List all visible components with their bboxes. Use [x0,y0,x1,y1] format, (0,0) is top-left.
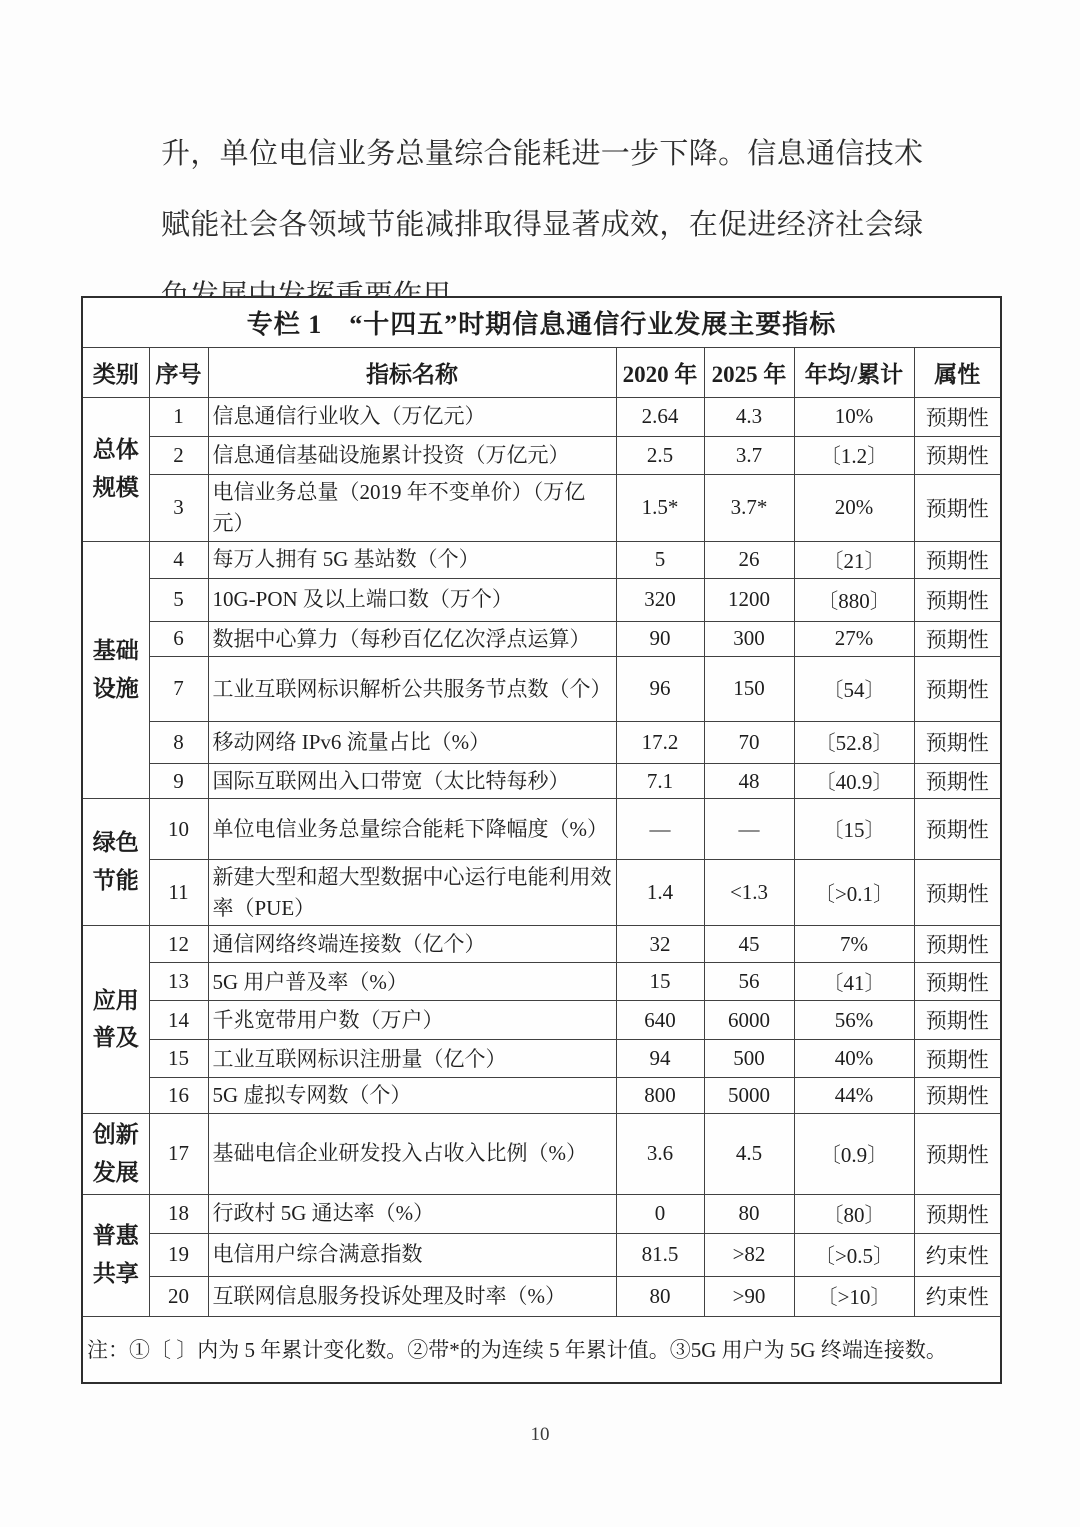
cell-attribute: 预期性 [914,799,1001,860]
table-row [82,1233,1001,1276]
cell-2020: 17.2 [616,721,704,763]
cell-attribute: 预期性 [914,860,1001,926]
cell-2025: 300 [704,621,794,656]
cell-indicator-name: 单位电信业务总量综合能耗下降幅度（%） [208,799,616,860]
cell-2025: 80 [704,1194,794,1233]
cell-attribute: 预期性 [914,621,1001,656]
cell-2025: 5000 [704,1078,794,1113]
cell-avg-cumulative: 〔80〕 [794,1194,914,1233]
column-header-attribute: 属性 [914,347,1001,397]
cell-attribute: 预期性 [914,578,1001,621]
cell-avg-cumulative: 〔>0.1〕 [794,860,914,926]
cell-2025: 500 [704,1040,794,1078]
cell-2025: >82 [704,1233,794,1276]
cell-index: 13 [149,963,208,1001]
cell-indicator-name: 新建大型和超大型数据中心运行电能利用效率（PUE） [208,860,616,926]
table-row [82,1078,1001,1113]
cell-2020: — [616,799,704,860]
category-cell: 总体规模 [82,397,149,541]
table-note-row [82,1316,1001,1383]
cell-avg-cumulative: 〔880〕 [794,578,914,621]
category-cell: 应用普及 [82,926,149,1113]
cell-2020: 1.5* [616,474,704,541]
cell-avg-cumulative: 10% [794,397,914,436]
cell-index: 18 [149,1194,208,1233]
cell-attribute: 预期性 [914,963,1001,1001]
category-cell: 创新发展 [82,1113,149,1194]
table-row [82,1113,1001,1194]
cell-index: 1 [149,397,208,436]
cell-2025: 3.7 [704,436,794,474]
category-cell: 基础设施 [82,541,149,799]
cell-avg-cumulative: 40% [794,1040,914,1078]
cell-2020: 96 [616,656,704,721]
cell-index: 15 [149,1040,208,1078]
cell-2020: 7.1 [616,763,704,798]
cell-indicator-name: 国际互联网出入口带宽（太比特每秒） [208,763,616,798]
cell-index: 2 [149,436,208,474]
cell-avg-cumulative: 〔41〕 [794,963,914,1001]
cell-2025: 150 [704,656,794,721]
column-header-indicator-name: 指标名称 [208,347,616,397]
table-row [82,926,1001,963]
table-row [82,474,1001,541]
cell-2020: 90 [616,621,704,656]
cell-indicator-name: 移动网络 IPv6 流量占比（%） [208,721,616,763]
table-row [82,397,1001,436]
cell-avg-cumulative: 〔1.2〕 [794,436,914,474]
table-row [82,436,1001,474]
indicator-table [81,296,1002,1384]
table-row [82,541,1001,578]
cell-indicator-name: 电信用户综合满意指数 [208,1233,616,1276]
cell-2020: 5 [616,541,704,578]
cell-indicator-name: 通信网络终端连接数（亿个） [208,926,616,963]
cell-index: 10 [149,799,208,860]
cell-attribute: 预期性 [914,474,1001,541]
indicator-table-wrap [81,296,1000,1384]
cell-2025: 4.3 [704,397,794,436]
cell-2025: 56 [704,963,794,1001]
cell-attribute: 约束性 [914,1233,1001,1276]
table-row [82,1276,1001,1316]
cell-index: 17 [149,1113,208,1194]
cell-index: 14 [149,1001,208,1040]
table-title-row [82,297,1001,347]
cell-2020: 640 [616,1001,704,1040]
cell-index: 8 [149,721,208,763]
table-row [82,1040,1001,1078]
cell-2025: <1.3 [704,860,794,926]
cell-indicator-name: 数据中心算力（每秒百亿亿次浮点运算） [208,621,616,656]
cell-index: 9 [149,763,208,798]
cell-2025: 70 [704,721,794,763]
cell-avg-cumulative: 〔40.9〕 [794,763,914,798]
cell-avg-cumulative: 27% [794,621,914,656]
cell-2020: 800 [616,1078,704,1113]
table-row [82,799,1001,860]
cell-attribute: 预期性 [914,1078,1001,1113]
table-row [82,621,1001,656]
cell-index: 12 [149,926,208,963]
table-header-row [82,347,1001,397]
cell-avg-cumulative: 〔54〕 [794,656,914,721]
cell-attribute: 预期性 [914,763,1001,798]
table-note: 注：①〔 〕内为 5 年累计变化数。②带*的为连续 5 年累计值。③5G 用户为 5G 终端连接数。 [82,1316,1001,1383]
cell-2020: 80 [616,1276,704,1316]
cell-index: 5 [149,578,208,621]
cell-2020: 32 [616,926,704,963]
cell-2020: 94 [616,1040,704,1078]
cell-attribute: 预期性 [914,1194,1001,1233]
cell-2025: >90 [704,1276,794,1316]
cell-2025: 3.7* [704,474,794,541]
page-number: 10 [530,1424,550,1445]
cell-index: 7 [149,656,208,721]
cell-2020: 1.4 [616,860,704,926]
cell-2020: 81.5 [616,1233,704,1276]
cell-avg-cumulative: 〔52.8〕 [794,721,914,763]
cell-indicator-name: 千兆宽带用户数（万户） [208,1001,616,1040]
cell-indicator-name: 10G-PON 及以上端口数（万个） [208,578,616,621]
cell-attribute: 预期性 [914,1113,1001,1194]
table-row [82,656,1001,721]
cell-indicator-name: 工业互联网标识注册量（亿个） [208,1040,616,1078]
cell-index: 4 [149,541,208,578]
cell-attribute: 预期性 [914,1001,1001,1040]
column-header-2025: 2025 年 [704,347,794,397]
cell-attribute: 预期性 [914,656,1001,721]
cell-avg-cumulative: 7% [794,926,914,963]
cell-index: 11 [149,860,208,926]
cell-2025: 48 [704,763,794,798]
table-row [82,1001,1001,1040]
cell-avg-cumulative: 〔>0.5〕 [794,1233,914,1276]
cell-avg-cumulative: 〔15〕 [794,799,914,860]
cell-attribute: 预期性 [914,721,1001,763]
cell-index: 6 [149,621,208,656]
cell-attribute: 预期性 [914,436,1001,474]
column-header-2020: 2020 年 [616,347,704,397]
cell-avg-cumulative: 〔>10〕 [794,1276,914,1316]
table-title: 专栏 1 “十四五”时期信息通信行业发展主要指标 [82,297,1001,347]
cell-index: 3 [149,474,208,541]
paragraph-line: 升，单位电信业务总量综合能耗进一步下降。信息通信技术 [161,138,923,170]
cell-2025: 45 [704,926,794,963]
cell-attribute: 预期性 [914,397,1001,436]
cell-avg-cumulative: 20% [794,474,914,541]
table-row [82,721,1001,763]
cell-attribute: 预期性 [914,926,1001,963]
cell-indicator-name: 电信业务总量（2019 年不变单价）（万亿元） [208,474,616,541]
cell-indicator-name: 5G 虚拟专网数（个） [208,1078,616,1113]
cell-2025: — [704,799,794,860]
category-cell: 普惠共享 [82,1194,149,1316]
table-row [82,860,1001,926]
cell-avg-cumulative: 〔21〕 [794,541,914,578]
table-row [82,578,1001,621]
cell-2020: 2.5 [616,436,704,474]
cell-indicator-name: 信息通信行业收入（万亿元） [208,397,616,436]
category-cell: 绿色节能 [82,799,149,926]
cell-attribute: 预期性 [914,1040,1001,1078]
cell-indicator-name: 每万人拥有 5G 基站数（个） [208,541,616,578]
cell-index: 16 [149,1078,208,1113]
cell-attribute: 约束性 [914,1276,1001,1316]
cell-avg-cumulative: 〔0.9〕 [794,1113,914,1194]
cell-indicator-name: 信息通信基础设施累计投资（万亿元） [208,436,616,474]
column-header-index: 序号 [149,347,208,397]
indicator-table-body [82,397,1001,1316]
column-header-category: 类别 [82,347,149,397]
cell-indicator-name: 基础电信企业研发投入占收入比例（%） [208,1113,616,1194]
cell-indicator-name: 工业互联网标识解析公共服务节点数（个） [208,656,616,721]
table-row [82,763,1001,798]
cell-2025: 26 [704,541,794,578]
cell-2020: 2.64 [616,397,704,436]
cell-indicator-name: 行政村 5G 通达率（%） [208,1194,616,1233]
column-header-avg-cumulative: 年均/累计 [794,347,914,397]
table-row [82,963,1001,1001]
cell-2020: 320 [616,578,704,621]
cell-indicator-name: 5G 用户普及率（%） [208,963,616,1001]
cell-avg-cumulative: 44% [794,1078,914,1113]
cell-2025: 4.5 [704,1113,794,1194]
cell-2020: 3.6 [616,1113,704,1194]
cell-2020: 15 [616,963,704,1001]
cell-2025: 6000 [704,1001,794,1040]
cell-2025: 1200 [704,578,794,621]
cell-index: 19 [149,1233,208,1276]
cell-2020: 0 [616,1194,704,1233]
cell-attribute: 预期性 [914,541,1001,578]
cell-indicator-name: 互联网信息服务投诉处理及时率（%） [208,1276,616,1316]
cell-avg-cumulative: 56% [794,1001,914,1040]
table-row [82,1194,1001,1233]
cell-index: 20 [149,1276,208,1316]
paragraph-line: 赋能社会各领域节能减排取得显著成效，在促进经济社会绿 [161,209,923,241]
